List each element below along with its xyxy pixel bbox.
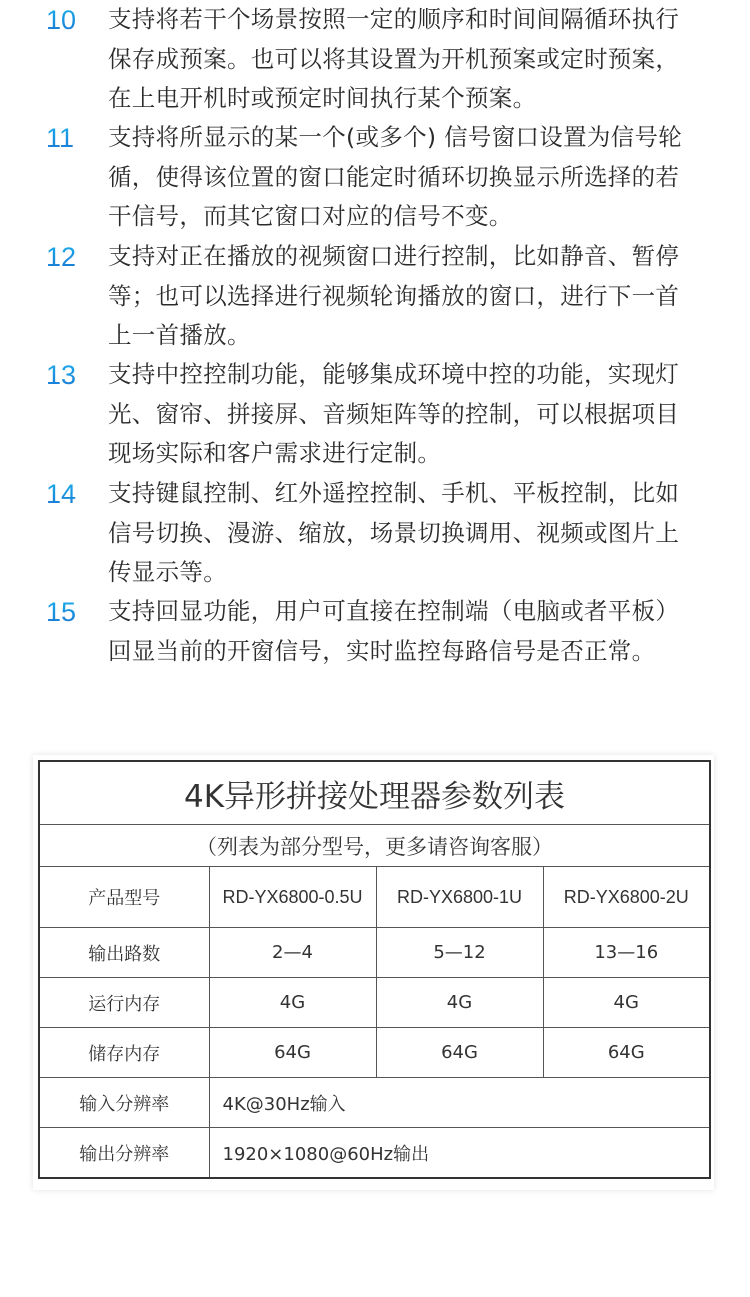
params-table-card <box>33 755 714 1190</box>
feature-text <box>108 592 698 671</box>
feature-number: 11 <box>46 120 96 156</box>
feature-line: 等；也可以选择进行视频轮询播放的窗口，进行下一首 <box>108 281 680 310</box>
row-label: 输入分辨率 <box>39 1078 209 1128</box>
model-cell: RD-YX6800-2U <box>543 867 710 928</box>
table-cell: 1920×1080@60Hz输出 <box>209 1128 710 1179</box>
feature-line: 光、窗帘、拼接屏、音频矩阵等的控制，可以根据项目 <box>108 399 680 428</box>
row-label: 产品型号 <box>39 867 209 928</box>
table-cell: 64G <box>209 1028 376 1078</box>
table-row <box>39 867 710 928</box>
row-label: 输出分辨率 <box>39 1128 209 1179</box>
table-row <box>39 1078 710 1128</box>
model-cell: RD-YX6800-0.5U <box>209 867 376 928</box>
feature-line: 循，使得该位置的窗口能定时循环切换显示所选择的若 <box>108 162 680 191</box>
table-cell: 13—16 <box>543 928 710 978</box>
feature-line: 回显当前的开窗信号，实时监控每路信号是否正常。 <box>108 636 656 665</box>
row-label: 储存内存 <box>39 1028 209 1078</box>
table-cell: 2—4 <box>209 928 376 978</box>
row-label: 运行内存 <box>39 978 209 1028</box>
feature-line: 支持键鼠控制、红外遥控控制、手机、平板控制，比如 <box>108 479 680 507</box>
feature-line: 支持将所显示的某一个(或多个) 信号窗口设置为信号轮 <box>108 123 683 151</box>
table-cell: 5—12 <box>376 928 543 978</box>
feature-line: 支持中控控制功能，能够集成环境中控的功能，实现灯 <box>108 360 680 388</box>
feature-text <box>108 474 698 593</box>
table-row <box>39 1128 710 1179</box>
table-cell: 4G <box>376 978 543 1028</box>
table-row <box>39 978 710 1028</box>
feature-line: 支持将若干个场景按照一定的顺序和时间间隔循环执行 <box>108 5 680 33</box>
feature-text <box>108 355 698 474</box>
feature-number: 10 <box>46 2 96 38</box>
feature-line: 上一首播放。 <box>108 321 251 349</box>
feature-line: 在上电开机时或预定时间执行某个预案。 <box>108 84 537 112</box>
table-cell: 64G <box>543 1028 710 1078</box>
table-cell: 4G <box>209 978 376 1028</box>
feature-number: 15 <box>46 594 96 630</box>
feature-line: 支持对正在播放的视频窗口进行控制，比如静音、暂停 <box>108 242 680 270</box>
model-cell: RD-YX6800-1U <box>376 867 543 928</box>
feature-text <box>108 118 698 237</box>
feature-number: 13 <box>46 357 96 393</box>
feature-line: 保存成预案。也可以将其设置为开机预案或定时预案， <box>108 44 680 73</box>
table-row <box>39 928 710 978</box>
feature-text <box>108 0 698 119</box>
feature-line: 传显示等。 <box>108 558 227 586</box>
feature-line: 支持回显功能，用户可直接在控制端（电脑或者平板） <box>108 597 680 625</box>
feature-line: 现场实际和客户需求进行定制。 <box>108 439 442 467</box>
table-title: 4K异形拼接处理器参数列表 <box>39 761 710 825</box>
table-cell: 64G <box>376 1028 543 1078</box>
table-row <box>39 1028 710 1078</box>
feature-text <box>108 237 698 356</box>
params-table <box>38 760 711 1179</box>
table-subtitle: （列表为部分型号，更多请咨询客服） <box>39 825 710 867</box>
table-cell: 4K@30Hz输入 <box>209 1078 710 1128</box>
row-label: 输出路数 <box>39 928 209 978</box>
feature-number: 12 <box>46 239 96 275</box>
feature-line: 信号切换、漫游、缩放，场景切换调用、视频或图片上 <box>108 518 680 547</box>
feature-line: 干信号，而其它窗口对应的信号不变。 <box>108 202 513 230</box>
feature-number: 14 <box>46 476 96 512</box>
table-cell: 4G <box>543 978 710 1028</box>
